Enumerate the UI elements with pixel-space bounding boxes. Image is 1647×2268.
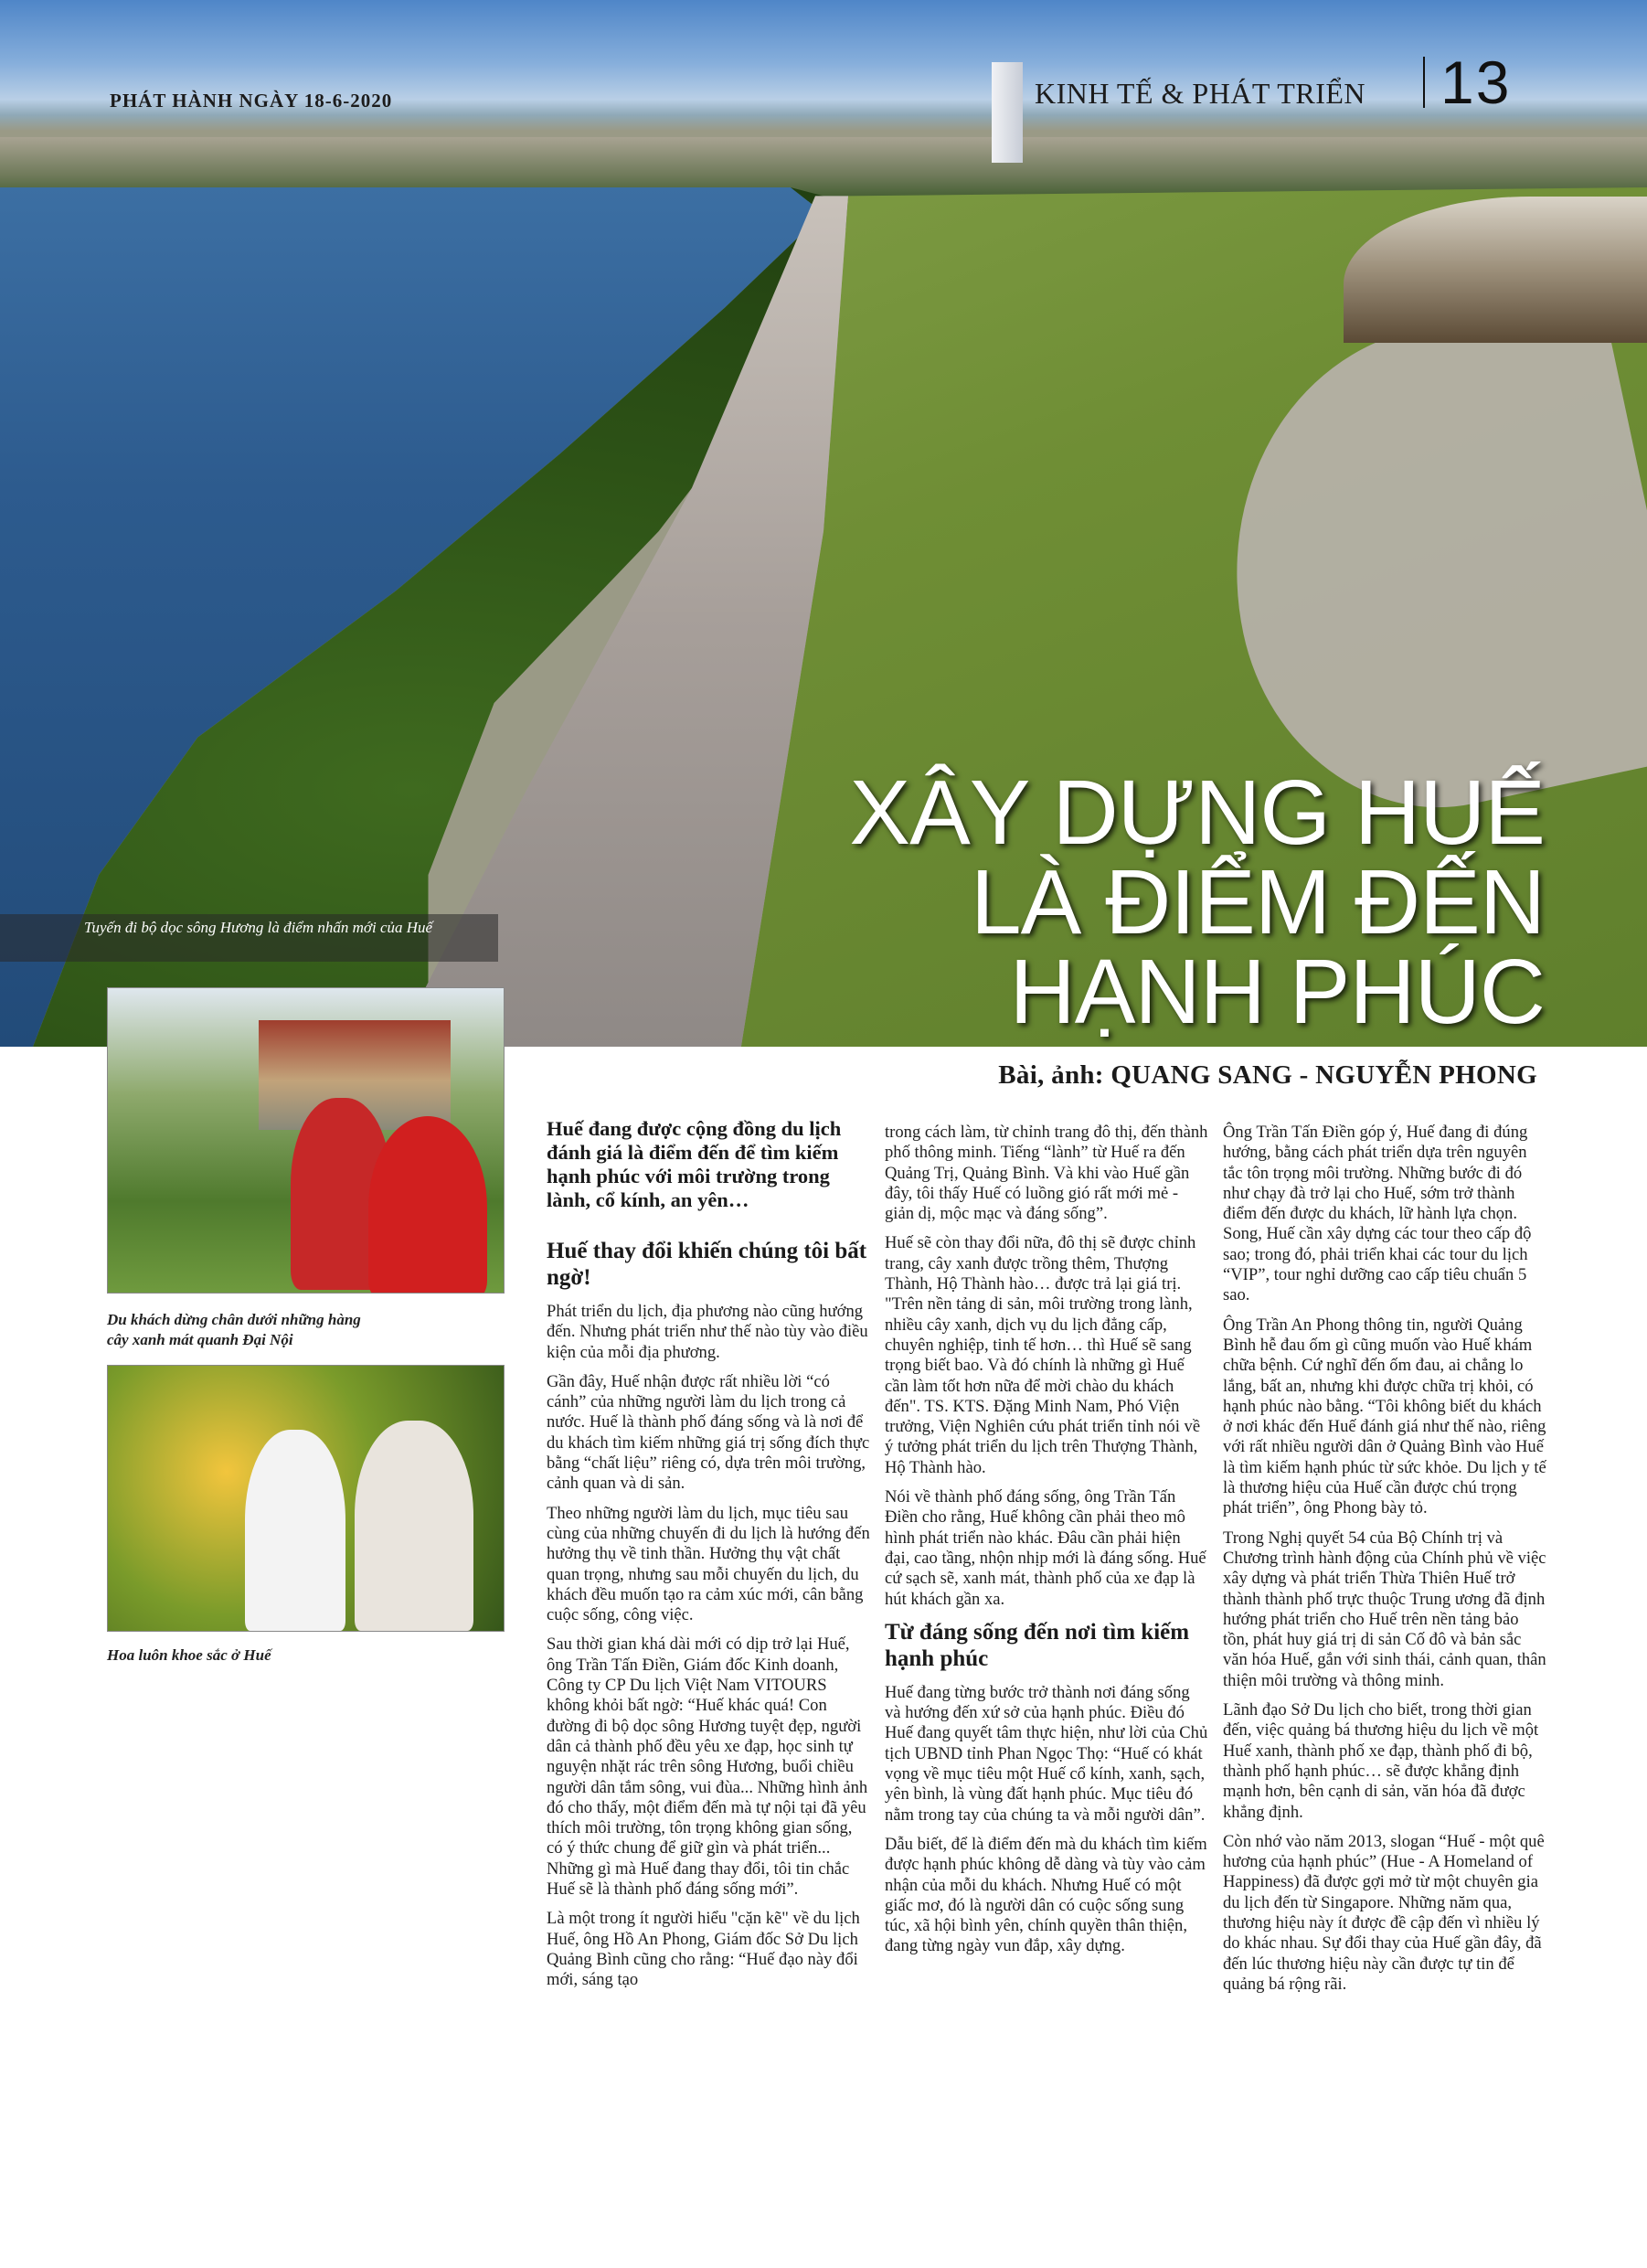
article-column-2 (885, 1123, 1209, 1966)
paragraph: Ông Trần Tấn Điền góp ý, Huế đang đi đúng hướng, bằng cách phát triển dựa trên nguyên tắc tôn trọng môi trường. Những bước đi đó như chạy đà trở lại cho Huế, sớm trở thành điểm đến được du khách, lữ hành lựa chọn. Song, Huế cần xây dựng các tour theo cấp độ sao; trong đó, phải triển khai các tour du lịch “VIP”, tour nghỉ dưỡng cao cấp tiêu chuẩn 5 sao. (1223, 1123, 1532, 1305)
hero-caption-bar (0, 914, 498, 962)
photo1-caption: Du khách dừng chân dưới những hàng cây xanh mát quanh Đại Nội (107, 1311, 361, 1348)
paragraph: Huế đang từng bước trở thành nơi đáng sống và hướng đến xứ sở của hạnh phúc. Điều đó Huế đang quyết tâm thực hiện, như lời của Chủ tịch UBND tỉnh Phan Ngọc Thọ: “Huế có khát vọng về mục tiêu một Huế cổ kính, xanh, sạch, yên bình, là vùng đất hạnh phúc. Mục tiêu đó nằm trong tay của chúng ta và mỗi người dân”. (885, 1682, 1208, 1825)
paragraph: Nói về thành phố đáng sống, ông Trần Tấn Điền cho rằng, Huế không cần phải theo mô hình phát triển nào khác. Đâu cần phải hiện đại, cao tầng, nhộn nhịp mới là đáng sống. Huế cứ sạch sẽ, xanh mát, thành phố của xe đạp là hút khách gần xa. (885, 1487, 1206, 1609)
headline-line-2: LÀ ĐIỂM ĐẾN (970, 851, 1545, 953)
article-column-1 (547, 1117, 871, 2000)
paragraph: Gần đây, Huế nhận được rất nhiều lời “có cánh” của những người làm du lịch trong cả nước. Huế là thành phố đáng sống và là nơi để du khách tìm kiếm những giá trị sống đích thực bằng “chất liệu” riêng có, dựa trên môi trường, cảnh quan và di sản. (547, 1371, 870, 1494)
paragraph: Dẫu biết, để là điểm đến mà du khách tìm kiếm được hạnh phúc không dễ dàng và tùy vào cảm nhận của mỗi du khách. Nhưng Huế có một giấc mơ, đó là người dân có cuộc sống sung túc, xã hội bình yên, chính quyền thân thiện, đang từng ngày vun đắp, xây dựng. (885, 1834, 1207, 1956)
paragraph: Lãnh đạo Sở Du lịch cho biết, trong thời gian đến, việc quảng bá thương hiệu du lịch về một Huế xanh, thành phố xe đạp, thành phố đi bộ, thành phố hạnh phúc… sẽ được khẳng định mạnh hơn, bên cạnh di sản, văn hóa đã được khẳng định. (1223, 1700, 1539, 1822)
paragraph: Theo những người làm du lịch, mục tiêu sau cùng của những chuyến đi du lịch là hướng đến hưởng thụ về tinh thần. Hưởng thụ vật chất quan trọng, nhưng sau mỗi chuyến du lịch, du khách đều muốn tạo ra cảm xúc mới, cân bằng cuộc sống, công việc. (547, 1503, 870, 1625)
paragraph: Trong Nghị quyết 54 của Bộ Chính trị và Chương trình hành động của Chính phủ về việc xây dựng và phát triển Thừa Thiên Huế trở thành thành phố trực thuộc Trung ương đã định hướng phát triển cho Huế trên nền tảng bảo tồn, phát huy giá trị di sản Cố đô và bản sắc văn hóa Huế, gắn với sinh thái, cảnh quan, thân thiện môi trường và thông minh. (1223, 1528, 1546, 1690)
woman-posing (245, 1430, 345, 1631)
paragraph: Sau thời gian khá dài mới có dịp trở lại Huế, ông Trần Tấn Điền, Giám đốc Kinh doanh, Công ty CP Du lịch Việt Nam VITOURS không khỏi bất ngờ: “Huế khác quá! Con đường đi bộ dọc sông Hương tuyệt đẹp, người dân cả thành phố đều yêu xe đạp, học sinh tự nguyện nhặt rác trên sông Hương, buổi chiều người dân tắm sông, vui đùa... Những hình ảnh đó cho thấy, một điểm đến mà tự nội tại đã yêu thích môi trường, tôn trọng không gian sống, có ý thức chung để giữ gìn và phát triển... Những gì mà Huế đang thay đổi, tôi tin chắc Huế sẽ là thành phố đáng sống mới”. (547, 1634, 868, 1900)
section-title: KINH TẾ & PHÁT TRIỂN (1035, 77, 1365, 110)
subhead-1: Huế thay đổi khiến chúng tôi bất ngờ! (547, 1239, 867, 1290)
paragraph: Là một trong ít người hiểu "cặn kẽ" về du lịch Huế, ông Hồ An Phong, Giám đốc Sở Du lịch Quảng Bình cũng cho rằng: “Huế đạo này đổi mới, sáng tạo (547, 1909, 860, 1990)
hero-caption: Tuyến đi bộ dọc sông Hương là điểm nhấn mới của Huế (84, 919, 433, 936)
page-number: 13 (1440, 48, 1512, 116)
paragraph: trong cách làm, từ chỉnh trang đô thị, đến thành phố thông minh. Tiếng “lành” từ Huế ra đến Quảng Trị, Quảng Bình. Và khi vào Huế gần đây, tôi thấy Huế có luồng gió rất mới mẻ - giản dị, mộc mạc và đáng sống”. (885, 1123, 1208, 1224)
city-tower (992, 62, 1023, 163)
woman-photographing (355, 1421, 473, 1631)
photo2-caption: Hoa luôn khoe sắc ở Huế (107, 1646, 271, 1664)
byline: Bài, ảnh: QUANG SANG - NGUYỄN PHONG (998, 1060, 1537, 1090)
subhead-2: Từ đáng sống đến nơi tìm kiếm hạnh phúc (885, 1619, 1190, 1671)
headline (786, 761, 1545, 1043)
tourist-woman (368, 1116, 487, 1294)
photo-tourists-dai-noi (107, 987, 505, 1294)
paragraph: Ông Trần An Phong thông tin, người Quảng Bình hễ đau ốm gì cũng muốn vào Huế khám chữa bệnh. Cứ nghĩ đến ốm đau, ai chẳng lo lắng, bất an, nhưng khi được chữa trị khỏi, có hạnh phúc nào bằng. “Tôi không biết du khách ở nơi khác đến Huế đánh giá như thế nào, riêng với rất nhiều người dân ở Quảng Bình vào Huế là tìm kiếm hạnh phúc từ sức khỏe. Du lịch y tế là thương hiệu của Huế cần được chú trọng phát triển”, ông Phong bày tỏ. (1223, 1315, 1546, 1518)
article-lead: Huế đang được cộng đồng du lịch đánh giá là điểm đến để tìm kiếm hạnh phúc với môi trường trong lành, cổ kính, an yên… (547, 1117, 842, 1211)
issue-date: PHÁT HÀNH NGÀY 18-6-2020 (110, 90, 393, 112)
paragraph: Phát triển du lịch, địa phương nào cũng hướng đến. Nhưng phát triển như thế nào tùy vào điều kiện của mỗi địa phương. (547, 1302, 868, 1362)
paragraph: Huế sẽ còn thay đổi nữa, đô thị sẽ được chỉnh trang, cây xanh được trồng thêm, Thượng Thành, Hộ Thành hào… được trả lại giá trị. "Trên nền tảng di sản, môi trường trong lành, nhiều cây xanh, dịch vụ du lịch đẳng cấp, chuyên nghiệp, tinh tế hơn… thì Huế sẽ sang trọng biết bao. Và đó chính là những gì Huế cần làm tốt hơn nữa để mời chào du khách đến". TS. KTS. Đặng Minh Nam, Phó Viện trưởng, Viện Nghiên cứu phát triển tỉnh nói về ý tưởng phát triển du lịch trên Thượng Thành, Hộ Thành hào. (885, 1233, 1201, 1477)
paragraph: Còn nhớ vào năm 2013, slogan “Huế - một quê hương của hạnh phúc” (Hue - A Homeland of Happiness) đã được gợi mở từ một chuyên gia du lịch đến từ Singapore. Những năm qua, thương hiệu này ít được đề cập đến vì nhiều lý do khác nhau. Sự đổi thay của Huế gần đây, đã đến lúc thương hiệu này cần được tự tin để quảng bá rộng rãi. (1223, 1831, 1545, 1994)
headline-line-1: XÂY DỰNG HUẾ (849, 761, 1545, 864)
header-divider (1423, 57, 1425, 108)
headline-line-3: HẠNH PHÚC (1009, 941, 1545, 1043)
photo-flowers (107, 1365, 505, 1632)
article-column-3 (1223, 1123, 1547, 2004)
